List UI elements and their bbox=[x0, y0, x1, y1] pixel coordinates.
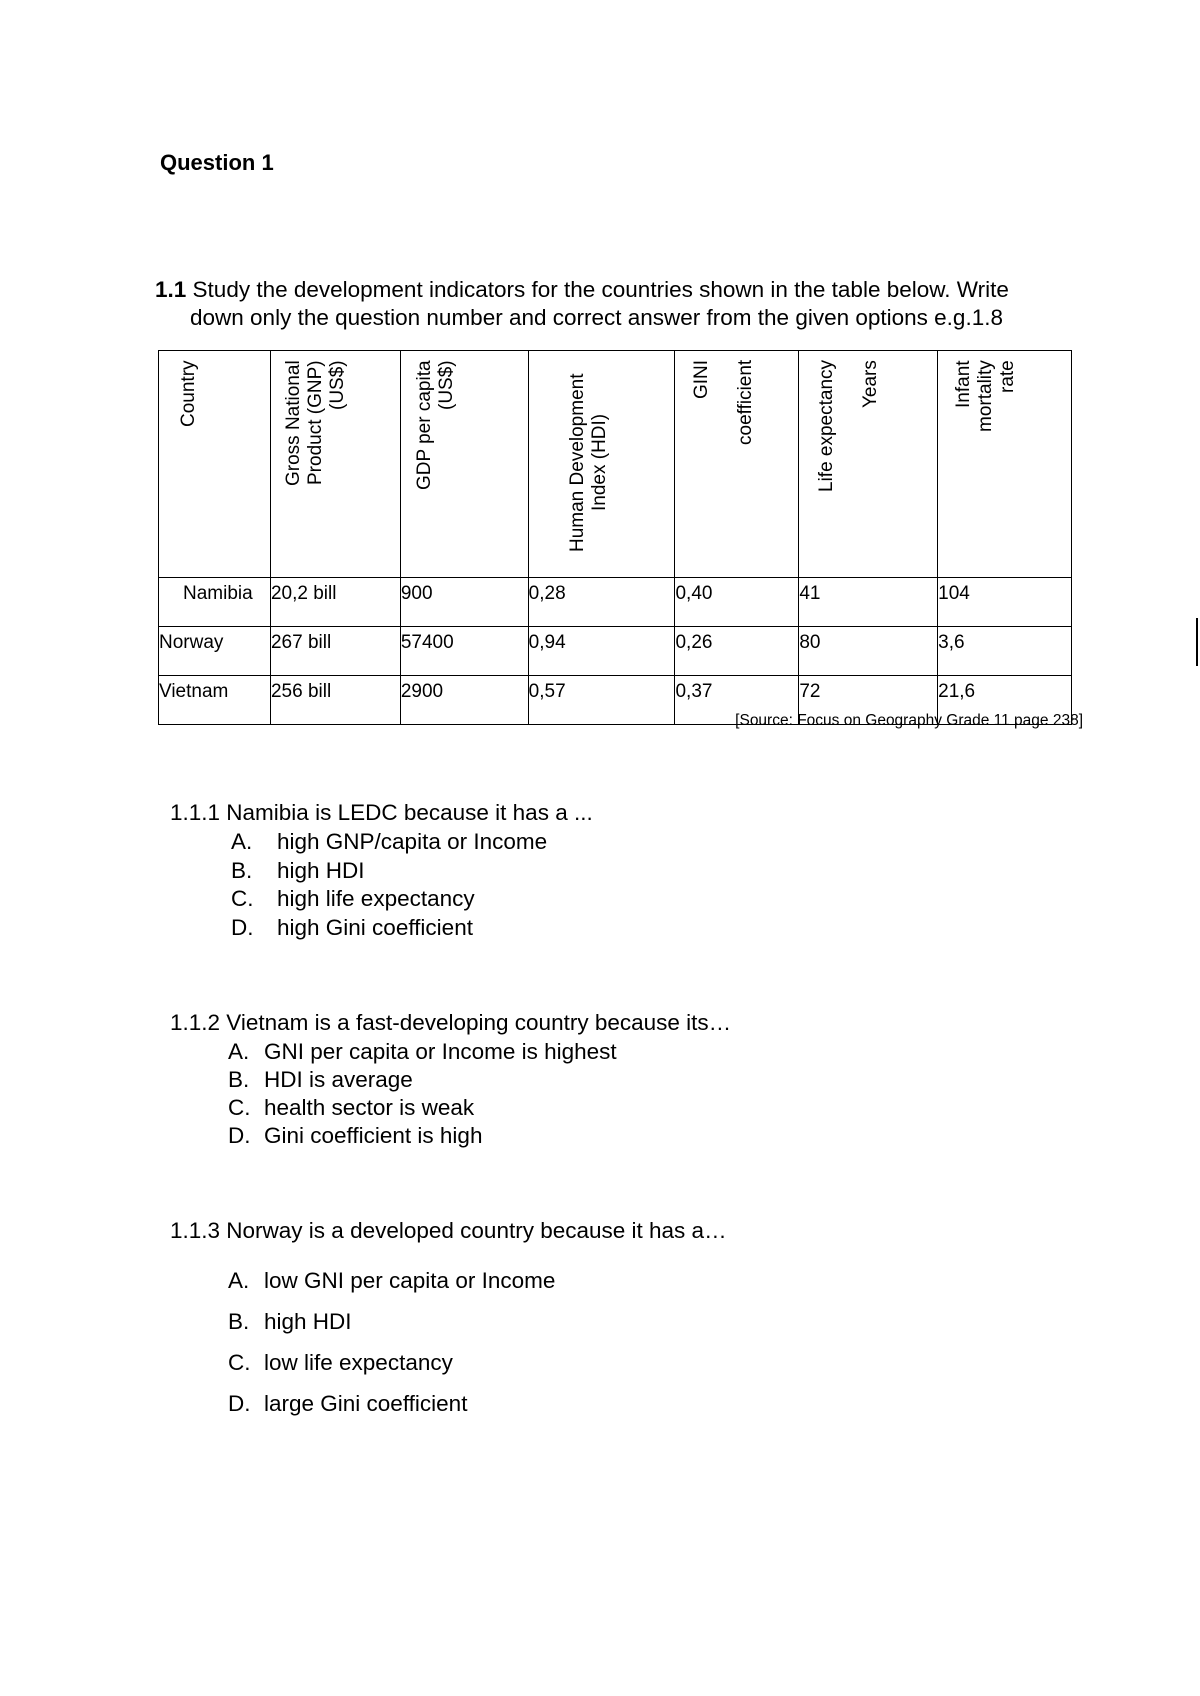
question-1-1-3-stem: 1.1.3 Norway is a developed country because it has a… bbox=[170, 1218, 727, 1243]
intro-number: 1.1 bbox=[155, 277, 187, 302]
intro-line2: down only the question number and correct answer from the given options e.g.1.8 bbox=[190, 305, 1003, 330]
cell-hdi: 0,57 bbox=[528, 676, 675, 725]
header-hdi: Human Development Index (HDI) bbox=[528, 351, 675, 578]
table-row-namibia bbox=[159, 578, 1072, 627]
intro-line1: Study the development indicators for the countries shown in the table below. Write bbox=[192, 277, 1009, 302]
option: A. high GNP/capita or Income bbox=[231, 829, 548, 854]
cell-gini: 0,37 bbox=[675, 676, 799, 725]
cell-country: Namibia bbox=[159, 578, 271, 627]
option: D. large Gini coefficient bbox=[228, 1391, 468, 1416]
table-row-norway bbox=[159, 627, 1072, 676]
cell-country: Norway bbox=[159, 627, 271, 676]
table-header-row bbox=[159, 351, 1072, 578]
cell-infant: 104 bbox=[938, 578, 1072, 627]
header-infant: Infant mortality rate bbox=[938, 351, 1072, 578]
header-life: Life expectancy Years bbox=[799, 351, 938, 578]
option: A. low GNI per capita or Income bbox=[228, 1268, 556, 1293]
question-1-1-1-stem: 1.1.1 Namibia is LEDC because it has a ... bbox=[170, 800, 593, 825]
question-heading: Question 1 bbox=[160, 150, 274, 175]
question-1-1-2-stem: 1.1.2 Vietnam is a fast-developing country because its… bbox=[170, 1010, 732, 1035]
option: A. GNI per capita or Income is highest bbox=[228, 1039, 617, 1064]
margin-mark bbox=[1196, 618, 1198, 666]
cell-gdp: 57400 bbox=[400, 627, 528, 676]
option: B. high HDI bbox=[228, 1309, 352, 1334]
cell-life: 80 bbox=[799, 627, 938, 676]
cell-hdi: 0,94 bbox=[528, 627, 675, 676]
cell-gdp: 900 bbox=[400, 578, 528, 627]
cell-hdi: 0,28 bbox=[528, 578, 675, 627]
question-1-1-2-options bbox=[228, 1038, 617, 1150]
option: D. high Gini coefficient bbox=[231, 914, 473, 940]
option: D. Gini coefficient is high bbox=[228, 1123, 483, 1148]
question-1-1-1-options bbox=[231, 828, 547, 942]
cell-gnp: 256 bill bbox=[270, 676, 400, 725]
cell-gnp: 267 bill bbox=[270, 627, 400, 676]
option: C. health sector is weak bbox=[228, 1095, 475, 1120]
header-country: Country bbox=[159, 351, 271, 578]
cell-infant: 21,6 bbox=[938, 676, 1072, 725]
header-gnp: Gross National Product (GNP) (US$) bbox=[270, 351, 400, 578]
header-gini: GINI coefficient bbox=[675, 351, 799, 578]
question-1-1-3-options bbox=[228, 1260, 555, 1424]
option: B. high HDI bbox=[231, 857, 365, 883]
cell-gnp: 20,2 bill bbox=[270, 578, 400, 627]
option: B. HDI is average bbox=[228, 1067, 413, 1092]
cell-country: Vietnam bbox=[159, 676, 271, 725]
intro-paragraph bbox=[155, 276, 1085, 332]
cell-infant: 3,6 bbox=[938, 627, 1072, 676]
header-gdp: GDP per capita (US$) bbox=[400, 351, 528, 578]
cell-life: 72 bbox=[799, 676, 938, 725]
cell-gini: 0,26 bbox=[675, 627, 799, 676]
cell-gdp: 2900 bbox=[400, 676, 528, 725]
option: C. high life expectancy bbox=[231, 886, 475, 911]
cell-life: 41 bbox=[799, 578, 938, 627]
table-source: [Source: Focus on Geography Grade 11 page 238] bbox=[735, 712, 1083, 729]
cell-gini: 0,40 bbox=[675, 578, 799, 627]
option: C. low life expectancy bbox=[228, 1350, 453, 1375]
indicators-table bbox=[158, 350, 1072, 725]
